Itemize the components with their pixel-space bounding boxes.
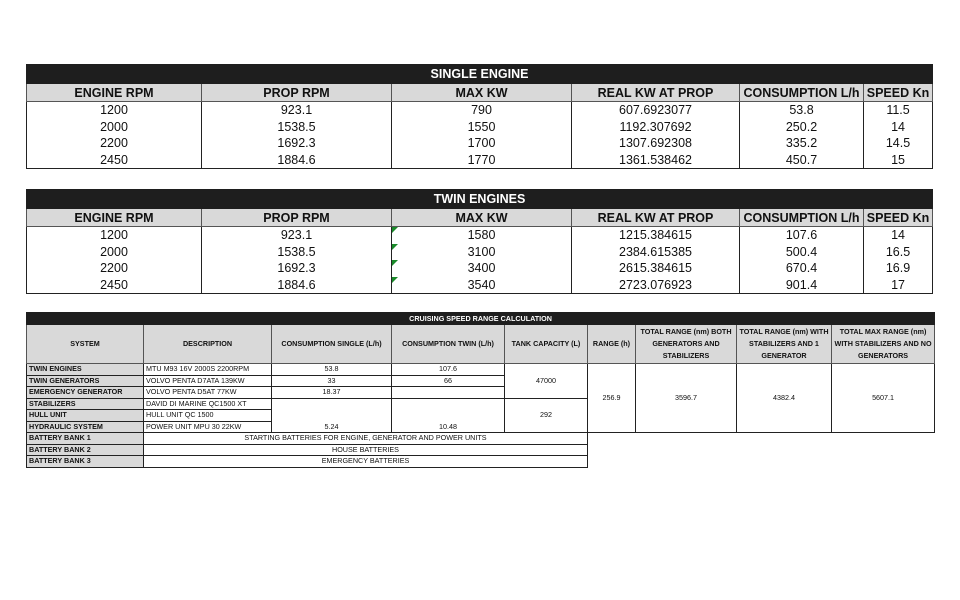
table-cell: 607.6923077 (572, 102, 740, 119)
column-header: ENGINE RPM (27, 84, 202, 102)
column-header: TOTAL MAX RANGE (nm) WITH STABILIZERS AND NO GENERATORS (832, 325, 935, 364)
column-header: SYSTEM (27, 325, 144, 364)
column-header: CONSUMPTION TWIN (L/h) (392, 325, 505, 364)
total-max-range: 5607.1 (832, 364, 935, 433)
tank-capacity-fuel: 47000 (505, 364, 588, 399)
description-cell: DAVID DI MARINE QC1500 XT (144, 398, 272, 410)
single-engine-title: SINGLE ENGINE (27, 65, 933, 84)
table-cell: 1692.3 (202, 135, 392, 152)
system-label: HYDRAULIC SYSTEM (27, 421, 144, 433)
system-label: BATTERY BANK 2 (27, 444, 144, 456)
column-header: RANGE (h) (588, 325, 636, 364)
table-cell: 1692.3 (202, 260, 392, 277)
consumption-twin-cell: 10.48 (392, 421, 505, 433)
table-cell: 1200 (27, 102, 202, 119)
description-cell: VOLVO PENTA D5AT 77KW (144, 387, 272, 399)
column-header: TOTAL RANGE (nm) BOTH GENERATORS AND STABILIZERS (636, 325, 737, 364)
table-cell: 500.4 (740, 244, 864, 261)
range-hours: 256.9 (588, 364, 636, 433)
table-cell: 2450 (27, 277, 202, 294)
table-row (27, 244, 933, 261)
column-header: TANK CAPACITY (L) (505, 325, 588, 364)
system-label: BATTERY BANK 3 (27, 456, 144, 468)
table-cell: 3100 (392, 244, 572, 261)
consumption-twin-cell (392, 387, 505, 399)
description-cell: VOLVO PENTA D7ATA 139KW (144, 375, 272, 387)
table-cell: 923.1 (202, 102, 392, 119)
table-cell: 1884.6 (202, 277, 392, 294)
system-label: BATTERY BANK 1 (27, 433, 144, 445)
system-label: TWIN GENERATORS (27, 375, 144, 387)
table-row (27, 277, 933, 294)
column-header: MAX KW (392, 209, 572, 227)
table-cell: 16.5 (864, 244, 933, 261)
table-row (27, 364, 935, 376)
description-cell: HULL UNIT QC 1500 (144, 410, 272, 422)
table-cell: 1307.692308 (572, 135, 740, 152)
table-cell: 250.2 (740, 119, 864, 136)
table-cell: 14 (864, 227, 933, 244)
table-row (27, 260, 933, 277)
table-cell: 1700 (392, 135, 572, 152)
table-cell: 17 (864, 277, 933, 294)
table-cell: 901.4 (740, 277, 864, 294)
consumption-single-cell: 33 (272, 375, 392, 387)
column-header: PROP RPM (202, 84, 392, 102)
cruising-range-table (26, 312, 935, 468)
twin-engines-table (26, 189, 933, 294)
column-header: SPEED Kn (864, 209, 933, 227)
table-cell: 15 (864, 152, 933, 169)
battery-description: EMERGENCY BATTERIES (144, 456, 588, 468)
column-header: CONSUMPTION L/h (740, 84, 864, 102)
table-cell: 790 (392, 102, 572, 119)
total-range-both: 3596.7 (636, 364, 737, 433)
table-cell: 2200 (27, 135, 202, 152)
table-cell: 1770 (392, 152, 572, 169)
consumption-single-cell: 53.8 (272, 364, 392, 376)
table-cell: 11.5 (864, 102, 933, 119)
system-label: STABILIZERS (27, 398, 144, 410)
consumption-twin-cell (392, 398, 505, 410)
consumption-single-cell (272, 410, 392, 422)
tank-capacity-hydraulic: 292 (505, 398, 588, 433)
system-label: EMERGENCY GENERATOR (27, 387, 144, 399)
table-cell: 14.5 (864, 135, 933, 152)
table-cell: 335.2 (740, 135, 864, 152)
table-row (27, 102, 933, 119)
table-cell: 16.9 (864, 260, 933, 277)
table-row (27, 456, 935, 468)
consumption-single-cell: 5.24 (272, 421, 392, 433)
battery-description: HOUSE BATTERIES (144, 444, 588, 456)
table-cell: 1192.307692 (572, 119, 740, 136)
table-cell: 3400 (392, 260, 572, 277)
column-header: TOTAL RANGE (nm) WITH STABILIZERS AND 1 GENERATOR (737, 325, 832, 364)
column-header: DESCRIPTION (144, 325, 272, 364)
table-cell: 2384.615385 (572, 244, 740, 261)
column-header: REAL KW AT PROP (572, 84, 740, 102)
table-cell: 1538.5 (202, 119, 392, 136)
table-cell: 1215.384615 (572, 227, 740, 244)
table-cell: 3540 (392, 277, 572, 294)
table-cell: 2000 (27, 244, 202, 261)
table-row (27, 227, 933, 244)
battery-description: STARTING BATTERIES FOR ENGINE, GENERATOR AND POWER UNITS (144, 433, 588, 445)
column-header: CONSUMPTION L/h (740, 209, 864, 227)
table-cell: 923.1 (202, 227, 392, 244)
column-header: SPEED Kn (864, 84, 933, 102)
table-cell: 1884.6 (202, 152, 392, 169)
system-label: TWIN ENGINES (27, 364, 144, 376)
column-header: PROP RPM (202, 209, 392, 227)
table-cell: 1538.5 (202, 244, 392, 261)
table-row (27, 135, 933, 152)
total-range-one: 4382.4 (737, 364, 832, 433)
single-engine-table (26, 64, 933, 169)
table-row (27, 444, 935, 456)
twin-engines-title: TWIN ENGINES (27, 190, 933, 209)
table-cell: 14 (864, 119, 933, 136)
column-header: REAL KW AT PROP (572, 209, 740, 227)
cruising-title: CRUISING SPEED RANGE CALCULATION (27, 313, 935, 325)
column-header: ENGINE RPM (27, 209, 202, 227)
table-cell: 670.4 (740, 260, 864, 277)
consumption-twin-cell: 66 (392, 375, 505, 387)
table-cell: 2200 (27, 260, 202, 277)
column-header: CONSUMPTION SINGLE (L/h) (272, 325, 392, 364)
table-cell: 2723.076923 (572, 277, 740, 294)
description-cell: MTU M93 16V 2000S 2200RPM (144, 364, 272, 376)
table-cell: 1200 (27, 227, 202, 244)
table-row (27, 433, 935, 445)
table-cell: 107.6 (740, 227, 864, 244)
table-cell: 53.8 (740, 102, 864, 119)
system-label: HULL UNIT (27, 410, 144, 422)
table-cell: 1361.538462 (572, 152, 740, 169)
table-row (27, 152, 933, 169)
table-cell: 1550 (392, 119, 572, 136)
table-row (27, 119, 933, 136)
table-cell: 2450 (27, 152, 202, 169)
table-cell: 2615.384615 (572, 260, 740, 277)
consumption-twin-cell (392, 410, 505, 422)
table-cell: 1580 (392, 227, 572, 244)
column-header: MAX KW (392, 84, 572, 102)
description-cell: POWER UNIT MPU 30 22KW (144, 421, 272, 433)
table-cell: 450.7 (740, 152, 864, 169)
table-cell: 2000 (27, 119, 202, 136)
consumption-twin-cell: 107.6 (392, 364, 505, 376)
consumption-single-cell (272, 398, 392, 410)
consumption-single-cell: 18.37 (272, 387, 392, 399)
